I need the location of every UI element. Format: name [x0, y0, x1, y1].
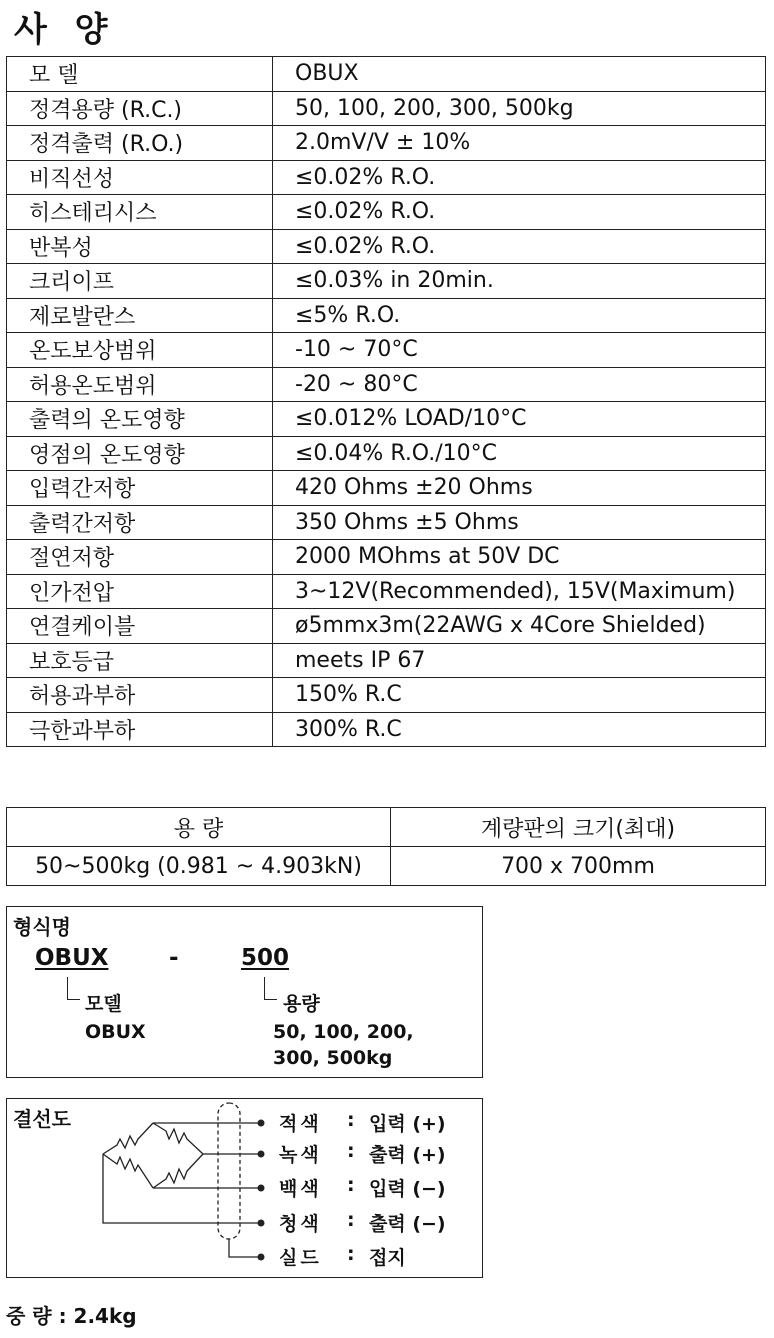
spec-label: 비직선성	[7, 160, 273, 195]
model-code-heading: 형식명	[13, 915, 71, 939]
wire-color-label: 청색	[279, 1213, 322, 1235]
wire-separator: :	[347, 1140, 355, 1162]
spec-row	[7, 160, 766, 195]
spec-label: 제로발란스	[7, 298, 273, 333]
spec-value: -10 ~ 70°C	[273, 333, 766, 368]
spec-row	[7, 195, 766, 230]
spec-value: 50, 100, 200, 300, 500kg	[273, 91, 766, 126]
spec-label: 극한과부하	[7, 712, 273, 747]
spec-row	[7, 678, 766, 713]
spec-value: 300% R.C	[273, 712, 766, 747]
wire-color-label: 적색	[279, 1113, 322, 1135]
spec-label: 정격출력 (R.O.)	[7, 126, 273, 161]
capacity-values-line2: 300, 500kg	[273, 1047, 393, 1069]
spec-row	[7, 436, 766, 471]
wire-separator: :	[347, 1243, 355, 1265]
spec-row	[7, 402, 766, 437]
spec-label: 영점의 온도영향	[7, 436, 273, 471]
spec-value: 3~12V(Recommended), 15V(Maximum)	[273, 574, 766, 609]
capacity-table	[6, 807, 766, 886]
spec-label: 반복성	[7, 229, 273, 264]
wire-color-label: 백색	[279, 1178, 322, 1200]
spec-value: ≤0.04% R.O./10°C	[273, 436, 766, 471]
wiring-heading: 결선도	[13, 1107, 71, 1131]
model-value: OBUX	[85, 1021, 146, 1043]
wire-separator: :	[347, 1174, 355, 1196]
capacity-label: 용량	[283, 993, 320, 1015]
spec-value: 2000 MOhms at 50V DC	[273, 540, 766, 575]
spec-label: 출력의 온도영향	[7, 402, 273, 437]
capacity-bracket	[264, 977, 277, 1000]
spec-label: 정격용량 (R.C.)	[7, 91, 273, 126]
spec-label: 보호등급	[7, 643, 273, 678]
spec-label: 허용과부하	[7, 678, 273, 713]
spec-row	[7, 540, 766, 575]
wire-function-label: 출력 (−)	[369, 1213, 446, 1235]
model-code-box	[6, 906, 483, 1078]
spec-label: 인가전압	[7, 574, 273, 609]
spec-value: 420 Ohms ±20 Ohms	[273, 471, 766, 506]
resistor-top-right	[153, 1123, 203, 1154]
spec-row	[7, 333, 766, 368]
wire-separator: :	[347, 1109, 355, 1131]
spec-label: 히스테리시스	[7, 195, 273, 230]
terminal-dot	[258, 1120, 265, 1127]
capacity-values-line1: 50, 100, 200,	[273, 1021, 414, 1043]
spec-value: 2.0mV/V ± 10%	[273, 126, 766, 161]
spec-label: 출력간저항	[7, 505, 273, 540]
resistor-bottom-right	[153, 1154, 203, 1188]
spec-row	[7, 298, 766, 333]
terminal-dot	[258, 1254, 265, 1261]
spec-value: ø5mmx3m(22AWG x 4Core Shielded)	[273, 609, 766, 644]
spec-row	[7, 609, 766, 644]
spec-label: 온도보상범위	[7, 333, 273, 368]
wire-shield	[229, 1239, 259, 1257]
spec-label: 모 델	[7, 57, 273, 92]
spec-row	[7, 574, 766, 609]
capacity-value: 50~500kg (0.981 ~ 4.903kN)	[7, 847, 391, 886]
spec-row	[7, 126, 766, 161]
model-bracket	[67, 977, 80, 1000]
model-label: 모델	[85, 993, 122, 1015]
page-title: 사 양	[14, 10, 116, 50]
spec-label: 크리이프	[7, 264, 273, 299]
wire-function-label: 출력 (+)	[369, 1144, 446, 1166]
model-dash: -	[169, 945, 179, 971]
spec-row	[7, 505, 766, 540]
wiring-diagram-box	[6, 1098, 483, 1278]
spec-row	[7, 471, 766, 506]
capacity-code: 500	[241, 945, 290, 971]
spec-label: 허용온도범위	[7, 367, 273, 402]
resistor-top-left	[103, 1123, 153, 1154]
spec-value: ≤0.02% R.O.	[273, 195, 766, 230]
spec-value: -20 ~ 80°C	[273, 367, 766, 402]
wire-function-label: 접지	[369, 1247, 406, 1269]
spec-row	[7, 229, 766, 264]
weight-label: 중 량 : 2.4kg	[6, 1304, 137, 1328]
spec-label: 절연저항	[7, 540, 273, 575]
terminal-dot	[258, 1151, 265, 1158]
spec-value: ≤0.03% in 20min.	[273, 264, 766, 299]
capacity-header: 용 량	[7, 808, 391, 847]
platform-size-value: 700 x 700mm	[391, 847, 766, 886]
spec-value: 350 Ohms ±5 Ohms	[273, 505, 766, 540]
spec-row	[7, 367, 766, 402]
spec-row	[7, 264, 766, 299]
spec-value: ≤5% R.O.	[273, 298, 766, 333]
spec-label: 연결케이블	[7, 609, 273, 644]
spec-value: ≤0.012% LOAD/10°C	[273, 402, 766, 437]
terminal-dot	[258, 1185, 265, 1192]
wire-function-label: 입력 (+)	[369, 1113, 446, 1135]
spec-value: ≤0.02% R.O.	[273, 229, 766, 264]
spec-value: 150% R.C	[273, 678, 766, 713]
wire-color-label: 녹색	[279, 1144, 322, 1166]
wire-separator: :	[347, 1209, 355, 1231]
spec-row	[7, 712, 766, 747]
spec-table	[6, 56, 766, 747]
spec-row	[7, 91, 766, 126]
spec-row	[7, 57, 766, 92]
spec-label: 입력간저항	[7, 471, 273, 506]
wire-color-label: 실드	[279, 1247, 322, 1269]
platform-size-header: 계량판의 크기(최대)	[391, 808, 766, 847]
wire-function-label: 입력 (−)	[369, 1178, 446, 1200]
spec-value: meets IP 67	[273, 643, 766, 678]
spec-row	[7, 643, 766, 678]
terminal-dot	[258, 1220, 265, 1227]
model-code: OBUX	[35, 945, 109, 971]
resistor-bottom-left	[103, 1154, 153, 1188]
spec-value: ≤0.02% R.O.	[273, 160, 766, 195]
spec-value: OBUX	[273, 57, 766, 92]
